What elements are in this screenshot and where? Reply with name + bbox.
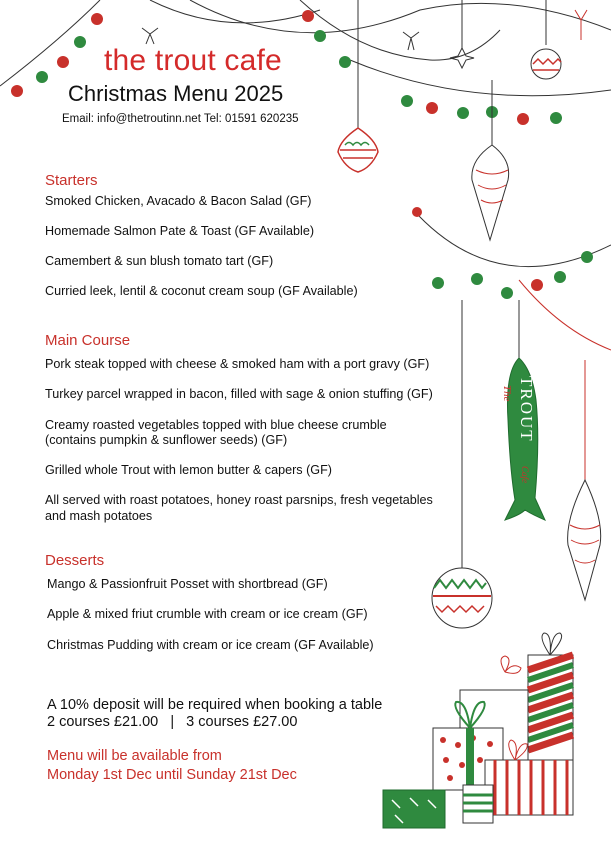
main-course-heading: Main Course <box>45 332 131 349</box>
main-item: Creamy roasted vegetables topped with blue cheese crumble <box>45 418 387 432</box>
bauble-onion <box>338 128 378 172</box>
main-item: (contains pumpkin & sunflower seeds) (GF) <box>45 433 288 447</box>
main-item: Turkey parcel wrapped in bacon, filled with sage & onion stuffing (GF) <box>45 387 433 401</box>
menu-title: Christmas Menu 2025 <box>68 81 284 106</box>
bauble-drop <box>472 145 509 240</box>
starter-item: Curried leek, lentil & coconut cream soup (GF Available) <box>45 284 358 298</box>
deposit-note: A 10% deposit will be required when booking a table <box>47 697 383 713</box>
starter-item: Smoked Chicken, Avacado & Bacon Salad (GF) <box>45 194 312 208</box>
availability-line-2: Monday 1st Dec until Sunday 21st Dec <box>47 767 297 783</box>
fish-sign-the: The <box>501 385 513 402</box>
bauble-round-large <box>432 568 492 628</box>
dessert-item: Christmas Pudding with cream or ice cream (GF Available) <box>47 638 374 652</box>
main-item: All served with roast potatoes, honey roast parsnips, fresh vegetables <box>45 493 433 507</box>
course-prices: 2 courses £21.00 | 3 courses £27.00 <box>47 714 298 730</box>
dessert-item: Mango & Passionfruit Posset with shortbread (GF) <box>47 577 328 591</box>
bauble-teardrop-right <box>568 480 601 600</box>
starters-heading: Starters <box>45 172 98 189</box>
availability-line-1: Menu will be available from <box>47 748 222 764</box>
desserts-heading: Desserts <box>45 552 105 569</box>
main-item: and mash potatoes <box>45 509 153 523</box>
cafe-name: the trout cafe <box>104 44 282 77</box>
christmas-presents <box>383 633 573 828</box>
main-item: Grilled whole Trout with lemon butter & capers (GF) <box>45 463 332 477</box>
starter-item: Homemade Salmon Pate & Toast (GF Available) <box>45 224 315 238</box>
starter-item: Camembert & sun blush tomato tart (GF) <box>45 254 274 268</box>
fish-sign-cafe: Cafe <box>520 466 530 483</box>
fish-sign-trout: TROUT <box>517 376 536 443</box>
contact-info: Email: info@thetroutinn.net Tel: 01591 620235 <box>62 113 299 125</box>
dessert-item: Apple & mixed friut crumble with cream or ice cream (GF) <box>47 607 368 621</box>
bauble-round-top <box>531 49 561 79</box>
main-item: Pork steak topped with cheese & smoked ham with a port gravy (GF) <box>45 357 430 371</box>
